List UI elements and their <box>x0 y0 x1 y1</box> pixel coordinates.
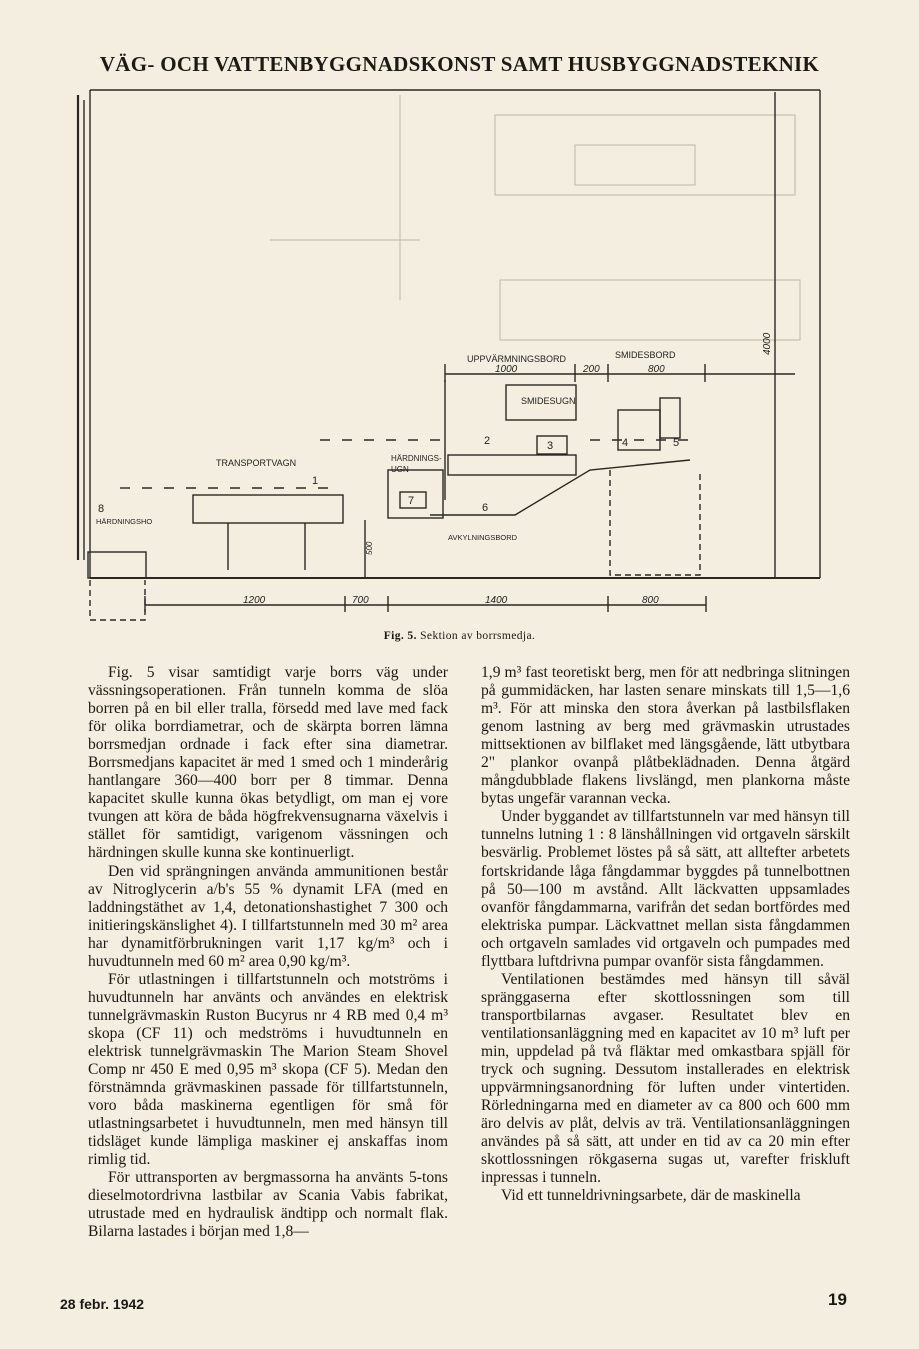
label-smidesugn: SMIDESUGN <box>521 396 576 406</box>
left-column <box>88 664 448 1242</box>
smidesbord-top <box>660 398 680 438</box>
label-hardningsho: HÄRDNINGSHO <box>96 517 153 526</box>
footer-date: 28 febr. 1942 <box>60 1296 145 1312</box>
left-paragraph-2: Den vid sprängningen använda ammunitionen består av Nitroglycerin a/b's 55 % dynamit LFA (med en laddningstäthet av 1,4, detonationshastighet 7 300 och initieringskänslighet 4). I tillfartstunneln med 30 m² area har dynamitförbrukningen varit 1,17 kg/m³ och i huvudtunneln med 60 m² area 0,90 kg/m³. <box>88 862 448 970</box>
right-column <box>481 664 850 1205</box>
right-paragraph-1: 1,9 m³ fast teoretiskt berg, men för att nedbringa slitningen på gummidäcken, har lasten senare minskats till 1,5—1,6 m³. För att minska den stora åverkan på lastbilsflaken genom lastning av berg med grävmaskin utrustades mittsektionen av bilflaket med längsgående, lätt utbytbara 2" plankor ovanpå plåtbeklädnaden. Denna åtgärd mångdubblade flakens livslängd, men plankorna måste bytas ungefär varannan vecka. <box>481 664 850 808</box>
dim-200: 200 <box>583 364 600 375</box>
right-paragraph-4: Vid ett tunneldrivningsarbete, där de maskinella <box>501 1187 801 1205</box>
dim-1400: 1400 <box>485 595 508 606</box>
figure-section-drawing <box>0 0 919 640</box>
right-paragraph-3: Ventilationen bestämdes med hänsyn till såväl spränggaserna efter skottlossningen som till transportbilarnas avgaser. Resultatet blev en ventilationsanläggning med en kapacitet av 10 m³ luft per min, uppdelad på två fläktar med omkastbara spjäll för tryck och sugning. Dessutom installerades en elektrisk uppvärmningsanordning för luften under vintertiden. Rörledningarna med en diameter av ca 800 och 600 mm äro delvis av plåt, delvis av trä. Ventilationsanläggningen användes på så sätt, att under en tid av ca 20 min efter skottlossningen rökgaserna sugas ut, varefter friskluft inpressas i tunneln. <box>481 970 850 1187</box>
dim-1000: 1000 <box>495 364 518 375</box>
heating-table <box>448 455 576 475</box>
page-header: VÄG- OCH VATTENBYGGNADSKONST SAMT HUSBYGGNADSTEKNIK <box>99 52 820 76</box>
dim-800-bottom: 800 <box>642 595 659 606</box>
label-hardningsugn-2: UGN <box>391 465 409 474</box>
figure-caption-text: Sektion av borrsmedja. <box>420 630 536 642</box>
ghost-rect-2 <box>575 145 695 185</box>
ghost-rect-3 <box>500 280 800 340</box>
num-2: 2 <box>484 435 491 447</box>
left-paragraph-4: För uttransporten av bergmassorna ha använts 5-tons dieselmotordrivna lastbilar av Scania Vabis fabrikat, utrustade med en hydraulisk ändtipp och normalt flak. Bilarna lastades i början med 1,8— <box>88 1169 448 1241</box>
dim-4000: 4000 <box>762 332 773 355</box>
slope-line <box>430 460 690 515</box>
label-avkylningsbord: AVKYLNINGSBORD <box>448 533 518 542</box>
hardningsugn-box <box>388 470 443 518</box>
num-4: 4 <box>622 437 629 449</box>
figure-caption <box>0 630 919 642</box>
dim-800-top: 800 <box>648 364 665 375</box>
num-7: 7 <box>408 495 415 507</box>
label-uppvarmningsbord: UPPVÄRMNINGSBORD <box>467 354 567 364</box>
num-3: 3 <box>547 440 554 452</box>
right-paragraph-2: Under byggandet av tillfartstunneln var med hänsyn till tunnelns lutning 1 : 8 länshållningen vid ortgaveln särskilt besvärlig. Problemet löstes på så sätt, att alltefter arbetets fortskridande låga fångdammar byggdes på tunnelbottnen på 50—100 m avstånd. Allt läckvatten uppsamlades ovanför fångdammarna, varifrån det sedan bortfördes med elektriska pumpar. Läckvattnet mellan sista fångdammen och ortgaveln samlades vid ortgaveln och pumpades med flyttbara luftdrivna pumpar ovanför sista fångdammen. <box>481 808 850 970</box>
num-8: 8 <box>98 503 105 515</box>
hardningsho-tank <box>88 552 146 578</box>
figure-caption-label: Fig. 5. <box>383 630 417 642</box>
num-6: 6 <box>482 502 489 514</box>
transportvagn-body <box>193 495 343 523</box>
pit-outline <box>610 470 700 575</box>
label-transportvagn: TRANSPORTVAGN <box>216 458 297 468</box>
num-5: 5 <box>673 437 680 449</box>
tank-pit <box>90 580 145 620</box>
ghost-rect-1 <box>495 115 795 195</box>
dim-700: 700 <box>352 595 369 606</box>
page-number: 19 <box>828 1290 847 1309</box>
label-smidesbord: SMIDESBORD <box>615 350 676 360</box>
left-paragraph-1: Fig. 5 visar samtidigt varje borrs väg under vässningsoperationen. Från tunneln komma de slöa borren på en bil eller tralla, försedd med lave med fack för olika borrdiametrar, och de skärpta borren lämna borrsmedjan ordnade i fack efter sina diametrar. Borrsmedjans kapacitet är med 1 smed och 1 minderårig hantlangare 360—400 borr per 8 timmar. Denna kapacitet skulle kunna ökas betydligt, om man ej vore tvungen att köra de båda högfrekvensugnarna växelvis i stället för samtidigt, varigenom vässningen och härdningen skulle kunna ske kontinuerligt. <box>88 664 448 862</box>
dim-1200: 1200 <box>243 595 266 606</box>
num-1: 1 <box>312 475 319 487</box>
left-paragraph-3: För utlastningen i tillfartstunneln och motströms i huvudtunneln har använts och användes en elektrisk tunnelgrävmaskin Ruston Bucyrus nr 4 RB med 0,4 m³ skopa (CF 11) och medströms i huvudtunneln en elektrisk tunnelgrävmaskin The Marion Steam Shovel Comp nr 450 E med 0,95 m³ skopa (CF 5). Medan den förstnämnda grävmaskinen passade för tillfartstunneln, voro båda maskinerna egentligen för små för utlastningsarbetet i huvudtunneln, men med hänsyn till tidsläget kunde lämpliga maskiner ej anskaffas inom rimlig tid. <box>88 970 448 1169</box>
dim-500: 500 <box>365 541 374 555</box>
label-hardningsugn-1: HÄRDNINGS- <box>391 454 442 463</box>
